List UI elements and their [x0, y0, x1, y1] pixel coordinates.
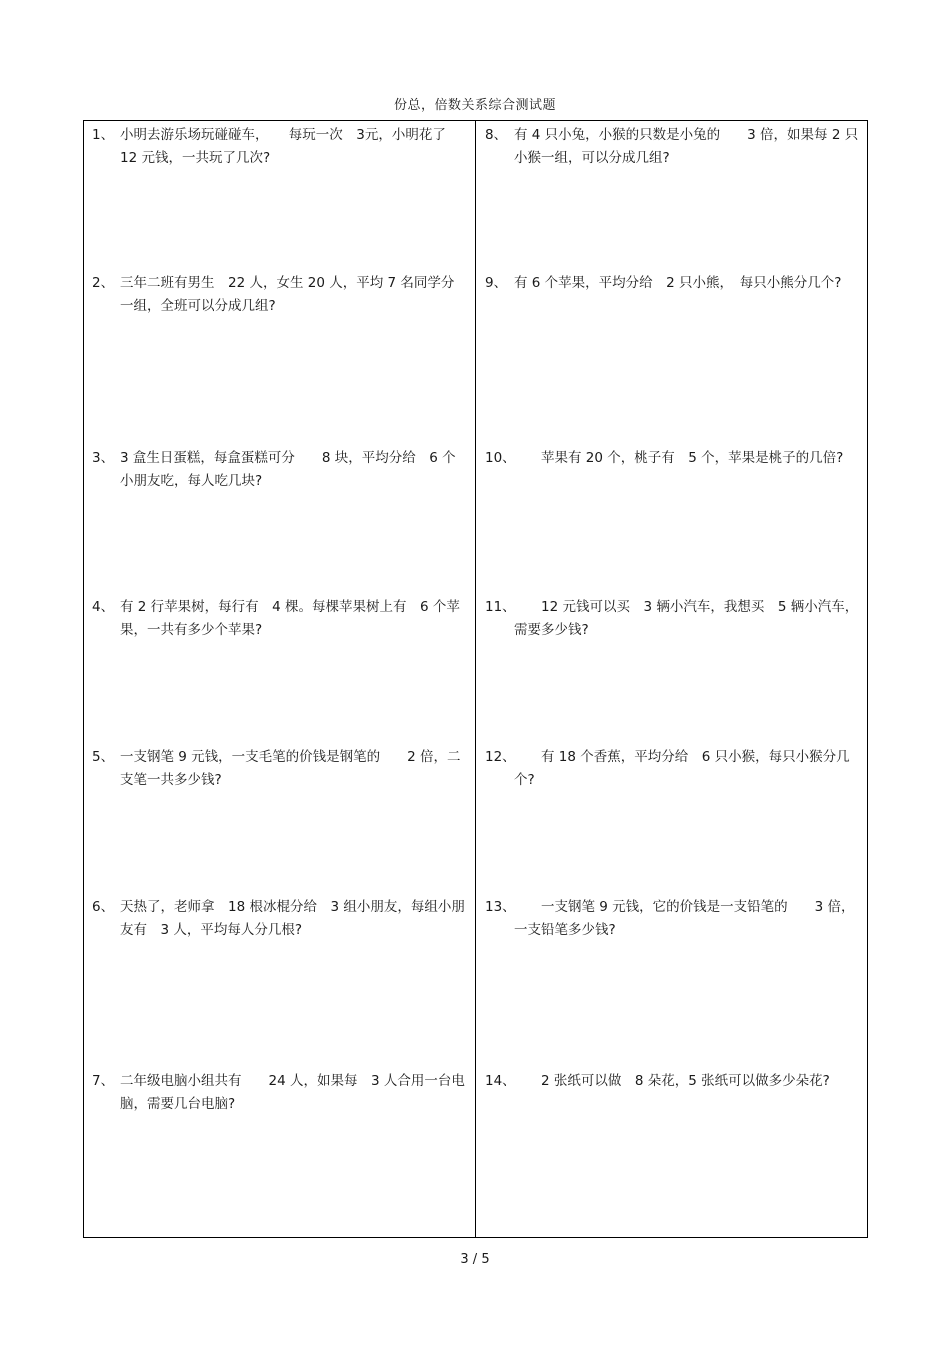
column-divider [475, 121, 476, 1237]
question-number: 4、 [92, 599, 115, 615]
question-number: 3、 [92, 450, 115, 466]
question-number: 9、 [485, 275, 508, 291]
question-text: 苹果有 20 个，桃子有 5 个，苹果是桃子的几倍? [514, 450, 844, 466]
question-number: 11、 [485, 599, 516, 615]
question-text: 小明去游乐场玩碰碰车， 每玩一次 3元，小明花了 12 元钱，一共玩了几次? [120, 127, 446, 166]
page-title: 份总，倍数关系综合测试题 [393, 98, 556, 113]
question-number: 7、 [92, 1073, 115, 1089]
page-number: 3 / 5 [460, 1252, 490, 1267]
question-number: 13、 [485, 899, 516, 915]
question-text: 12 元钱可以买 3 辆小汽车，我想买 5 辆小汽车，需要多少钱? [514, 599, 859, 638]
question-number: 14、 [485, 1073, 516, 1089]
question-number: 12、 [485, 749, 516, 765]
question-number: 8、 [485, 127, 508, 143]
question-text: 二年级电脑小组共有 24 人，如果每 3 人合用一台电脑，需要几台电脑? [120, 1073, 465, 1112]
question-number: 5、 [92, 749, 115, 765]
question-number: 6、 [92, 899, 115, 915]
question-number: 10、 [485, 450, 516, 466]
question-text: 一支钢笔 9 元钱，一支毛笔的价钱是钢笔的 2 倍，二支笔一共多少钱? [120, 749, 461, 788]
question-number: 2、 [92, 275, 115, 291]
question-text: 三年二班有男生 22 人，女生 20 人，平均 7 名同学分一组，全班可以分成几组? [120, 275, 455, 314]
question-text: 有 18 个香蕉，平均分给 6 只小猴，每只小猴分几个? [514, 749, 850, 788]
question-text: 有 6 个苹果，平均分给 2 只小熊， 每只小熊分几个? [514, 275, 842, 291]
question-text: 2 张纸可以做 8 朵花，5 张纸可以做多少朵花? [514, 1073, 830, 1089]
question-text: 天热了，老师拿 18 根冰棍分给 3 组小朋友，每组小朋友有 3 人，平均每人分几根? [120, 899, 465, 938]
question-text: 3 盒生日蛋糕，每盒蛋糕可分 8 块，平均分给 6 个小朋友吃，每人吃几块? [120, 450, 456, 489]
question-text: 有 2 行苹果树，每行有 4 棵。每棵苹果树上有 6 个苹果，一共有多少个苹果? [120, 599, 460, 638]
question-number: 1、 [92, 127, 115, 143]
question-text: 有 4 只小兔，小猴的只数是小兔的 3 倍，如果每 2 只小猴一组，可以分成几组? [514, 127, 859, 166]
question-text: 一支钢笔 9 元钱，它的价钱是一支铅笔的 3 倍，一支铅笔多少钱? [514, 899, 855, 938]
question-table [83, 120, 868, 1238]
